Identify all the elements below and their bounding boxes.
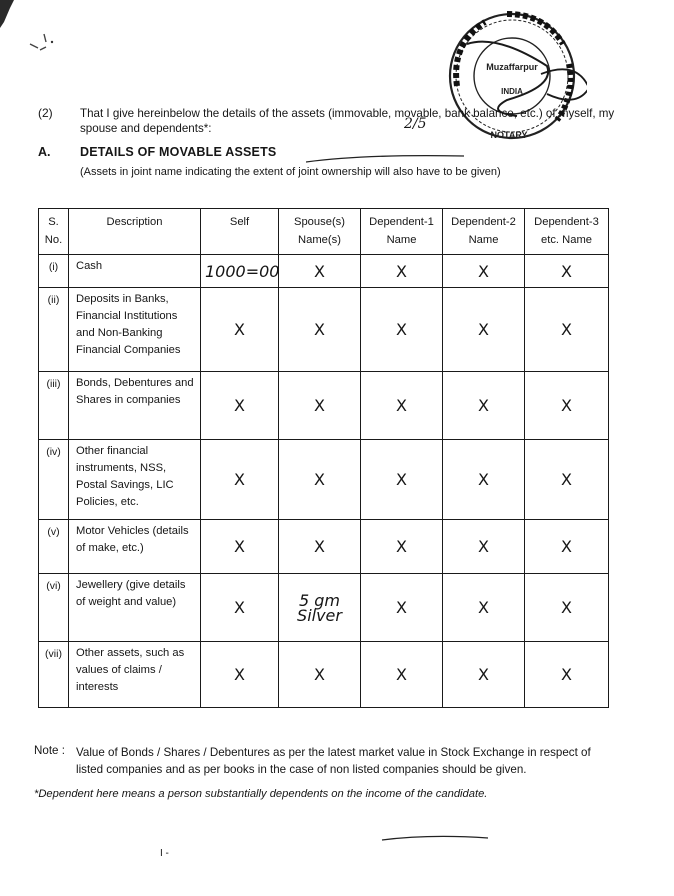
cell-dependent-2: X [443, 440, 525, 520]
cell-self: X [201, 574, 279, 642]
cell-self: X [201, 520, 279, 574]
cell-dependent-3: X [525, 288, 609, 372]
cell-dependent-1: X [361, 255, 443, 288]
cell-dependent-2: X [443, 574, 525, 642]
cell-spouse: X [279, 440, 361, 520]
row-description: Cash [69, 255, 201, 288]
row-description: Other assets, such as values of claims / interests [69, 642, 201, 708]
scan-speck-marks [0, 0, 70, 60]
table-row [39, 288, 609, 372]
cell-dependent-1: X [361, 520, 443, 574]
header-dependent-2: Dependent-2 Name [443, 209, 525, 255]
table-row [39, 440, 609, 520]
cell-dependent-1: X [361, 440, 443, 520]
row-sno: (iv) [39, 440, 69, 520]
closing-stroke [380, 830, 490, 846]
cell-self: 1000=00 [201, 255, 279, 288]
note-label: Note : [34, 744, 65, 757]
row-description: Other financial instruments, NSS, Postal Savings, LIC Policies, etc. [69, 440, 201, 520]
cell-dependent-2: X [443, 288, 525, 372]
cell-dependent-2: X [443, 642, 525, 708]
header-description: Description [69, 209, 201, 255]
cell-self: X [201, 642, 279, 708]
row-sno: (ii) [39, 288, 69, 372]
cell-spouse: X [279, 372, 361, 440]
header-spouse: Spouse(s) Name(s) [279, 209, 361, 255]
stamp-role-text: NOTARY [490, 130, 528, 140]
cell-spouse: X [279, 288, 361, 372]
row-description: Bonds, Debentures and Shares in companies [69, 372, 201, 440]
cell-self: X [201, 288, 279, 372]
stamp-country-text: INDIA [501, 87, 523, 96]
row-sno: (v) [39, 520, 69, 574]
cell-self: X [201, 440, 279, 520]
page-mark: I - [160, 848, 169, 859]
cell-spouse: X [279, 520, 361, 574]
cell-dependent-1: X [361, 372, 443, 440]
header-dependent-1: Dependent-1 Name [361, 209, 443, 255]
dependent-footnote: *Dependent here means a person substantially dependents on the income of the candidate. [34, 788, 488, 800]
cell-dependent-3: X [525, 440, 609, 520]
cell-dependent-2: X [443, 255, 525, 288]
row-sno: (i) [39, 255, 69, 288]
cell-dependent-1: X [361, 288, 443, 372]
note-text: Value of Bonds / Shares / Debentures as per the latest market value in Stock Exchange in respect of listed companies and as per books in the case of non listed companies should be given. [76, 746, 591, 776]
cell-dependent-2: X [443, 372, 525, 440]
row-sno: (vi) [39, 574, 69, 642]
table-row [39, 255, 609, 288]
row-description: Jewellery (give details of weight and value) [69, 574, 201, 642]
cell-dependent-3: X [525, 255, 609, 288]
row-sno: (iii) [39, 372, 69, 440]
table-row [39, 574, 609, 642]
section-number: (2) [38, 106, 53, 120]
table-row [39, 372, 609, 440]
header-sno: S. No. [39, 209, 69, 255]
cell-dependent-1: X [361, 642, 443, 708]
cell-dependent-2: X [443, 520, 525, 574]
cell-dependent-3: X [525, 642, 609, 708]
movable-assets-table [38, 208, 609, 708]
cell-self: X [201, 372, 279, 440]
cell-spouse: X [279, 642, 361, 708]
header-self: Self [201, 209, 279, 255]
cell-dependent-3: X [525, 520, 609, 574]
section-title: DETAILS OF MOVABLE ASSETS [80, 145, 277, 159]
section-intro: That I give hereinbelow the details of the assets (immovable, movable, bank balance, etc.) of myself, my spouse and dependents*: [80, 107, 615, 135]
header-dependent-3: Dependent-3 etc. Name [525, 209, 609, 255]
signature-stroke [306, 150, 466, 166]
section-subtitle: (Assets in joint name indicating the extent of joint ownership will also have to be given) [80, 166, 501, 178]
cell-dependent-3: X [525, 574, 609, 642]
table-row [39, 642, 609, 708]
handwritten-page-mark: 2/5 [404, 116, 427, 132]
cell-spouse: X [279, 255, 361, 288]
stamp-center-text: Muzaffarpur [486, 62, 538, 72]
cell-dependent-3: X [525, 372, 609, 440]
table-row [39, 520, 609, 574]
section-letter: A. [38, 145, 51, 159]
row-description: Deposits in Banks, Financial Institutions and Non-Banking Financial Companies [69, 288, 201, 372]
table-header-row [39, 209, 609, 255]
cell-spouse: 5 gm Silver [279, 574, 361, 642]
cell-dependent-1: X [361, 574, 443, 642]
row-sno: (vii) [39, 642, 69, 708]
row-description: Motor Vehicles (details of make, etc.) [69, 520, 201, 574]
